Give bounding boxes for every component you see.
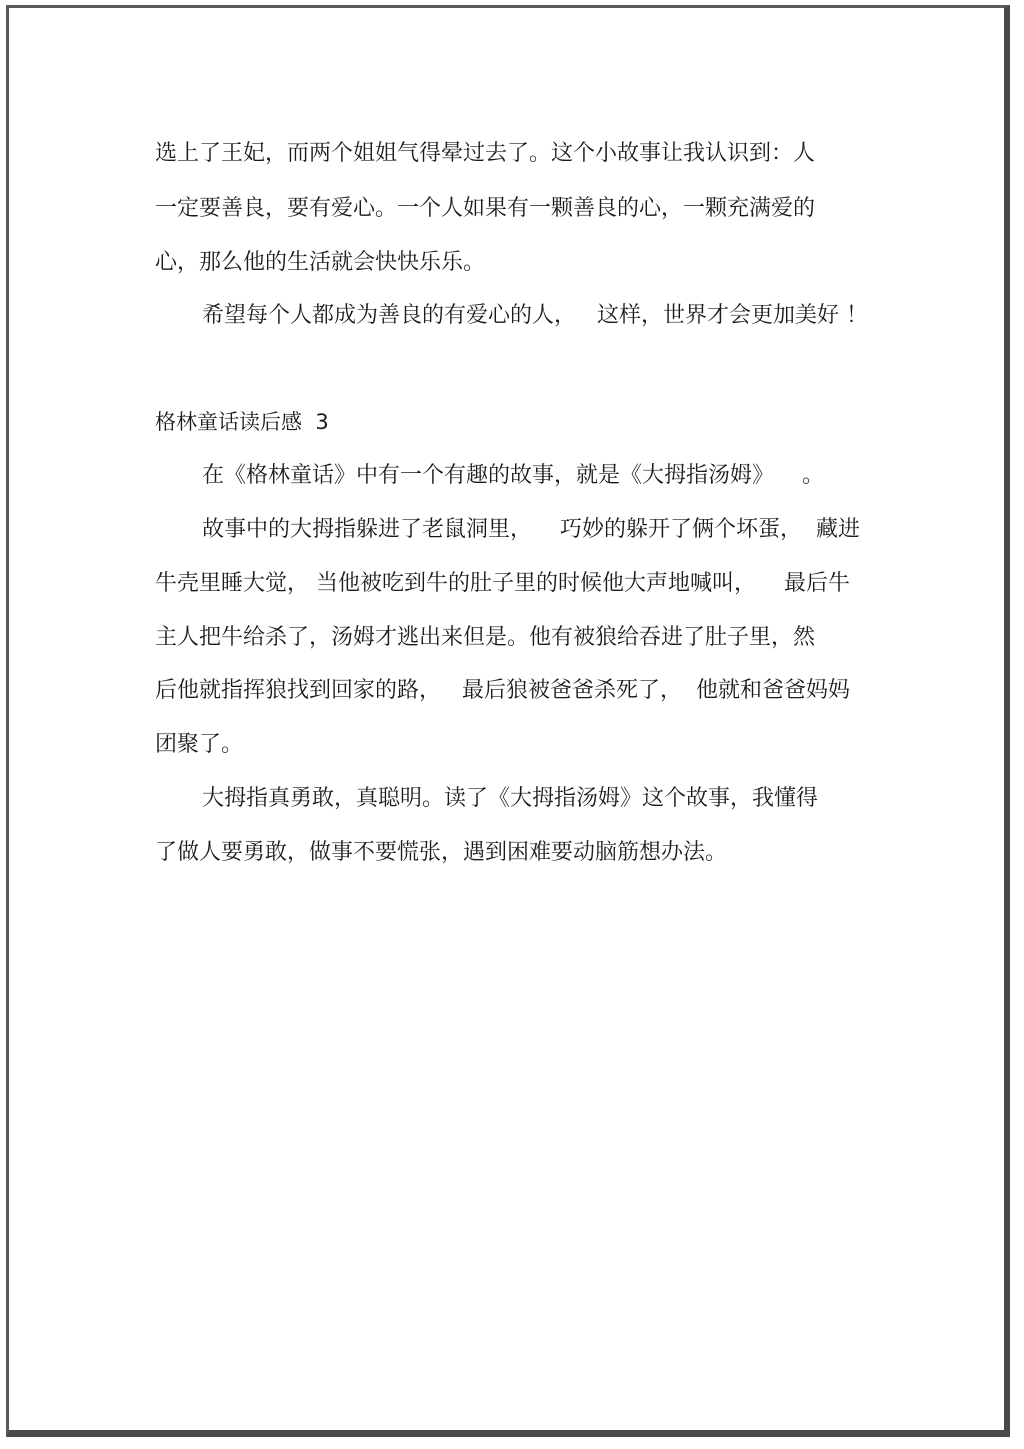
paragraph-line-3: 心，那么他的生活就会快快乐乐。 [155,250,486,275]
paragraph-line-11: 大拇指真勇敢，真聪明。读了《大拇指汤姆》这个故事，我懂得 [202,786,819,811]
paragraph-line-5: 在《格林童话》中有一个有趣的故事，就是《大拇指汤姆》 。 [202,463,824,488]
paragraph-line-10: 团聚了。 [155,732,244,757]
paragraph-line-6: 故事中的大拇指躲进了老鼠洞里， 巧妙的躲开了俩个坏蛋， 藏进 [202,517,860,542]
paragraph-line-9: 后他就指挥狼找到回家的路， 最后狼被爸爸杀死了， 他就和爸爸妈妈 [155,678,850,703]
paragraph-line-12: 了做人要勇敢，做事不要慌张，遇到困难要动脑筋想办法。 [155,840,728,865]
paragraph-line-7: 牛壳里睡大觉， 当他被吃到牛的肚子里的时候他大声地喊叫， 最后牛 [155,571,850,596]
paragraph-line-2: 一定要善良，要有爱心。一个人如果有一颗善良的心，一颗充满爱的 [155,196,816,221]
paragraph-line-8: 主人把牛给杀了，汤姆才逃出来但是。他有被狼给吞进了肚子里，然 [155,625,816,650]
paragraph-line-4: 希望每个人都成为善良的有爱心的人， 这样，世界才会更加美好 ！ [202,303,868,328]
paragraph-line-1: 选上了王妃，而两个姐姐气得晕过去了。这个小故事让我认识到：人 [155,141,816,166]
section-heading: 格林童话读后感 3 [155,410,329,434]
